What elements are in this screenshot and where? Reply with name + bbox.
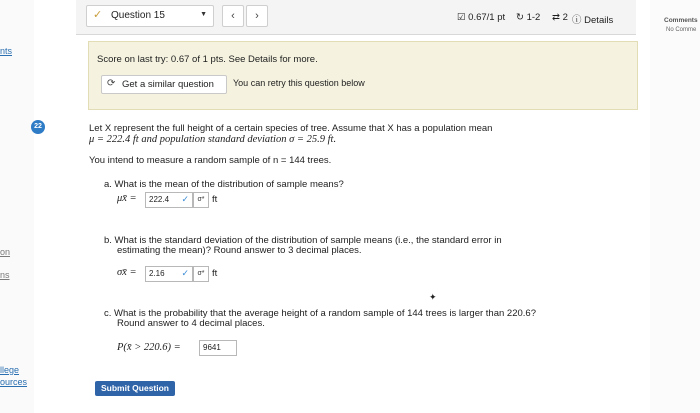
formula-icon: σ* <box>197 196 205 203</box>
sample-size-line: You intend to measure a random sample of n = 144 trees. <box>89 155 332 166</box>
chevron-down-icon: ▼ <box>200 11 207 18</box>
question-selector[interactable] <box>86 5 214 27</box>
part-b-prompt-line1: b. What is the standard deviation of the distribution of sample means (i.e., the standard error in <box>104 235 502 246</box>
rail-link-questions[interactable]: ns <box>0 270 10 280</box>
question-intro-line2: μ = 222.4 ft and population standard deviation σ = 25.9 ft. <box>89 134 337 145</box>
part-a-unit: ft <box>212 194 218 205</box>
part-b-prompt-line2: estimating the mean)? Round answer to 3 decimal places. <box>117 245 362 256</box>
score-indicator <box>457 12 505 23</box>
prev-question-button[interactable] <box>222 5 244 27</box>
question-number-badge: 22 <box>31 120 45 134</box>
part-a-label: μx̄ = <box>117 193 137 204</box>
info-icon: ⓘ <box>572 15 582 26</box>
correct-check-icon: ✓ <box>181 194 189 204</box>
rail-link-section[interactable]: on <box>0 247 11 257</box>
undo-icon: ↻ <box>516 12 524 23</box>
score-value: 0.67/1 pt <box>468 12 506 23</box>
part-a-prompt: a. What is the mean of the distribution of sample means? <box>104 179 344 190</box>
rail-link-resources[interactable]: ources <box>0 377 28 387</box>
comments-panel <box>650 0 700 413</box>
retries-value: 2 <box>562 12 568 23</box>
no-comments-text: No Comme <box>666 27 697 33</box>
details-button[interactable] <box>572 12 613 26</box>
rail-link-college[interactable]: llege <box>0 365 20 375</box>
left-rail <box>0 0 34 413</box>
retry-text: You can retry this question below <box>233 78 365 88</box>
question-label: Question 15 <box>111 10 165 21</box>
part-c-prompt-line2: Round answer to 4 decimal places. <box>117 318 265 329</box>
rail-link-points[interactable]: nts <box>0 46 13 56</box>
mouse-cursor-icon: ✦ <box>429 292 437 302</box>
correct-check-icon: ✓ <box>181 268 189 278</box>
chevron-left-icon: ‹ <box>231 10 235 22</box>
formula-editor-button[interactable] <box>193 266 209 282</box>
part-b-unit: ft <box>212 268 218 279</box>
part-b-label: σx̄ = <box>117 267 137 278</box>
score-text: Score on last try: 0.67 of 1 pts. See Details for more. <box>97 54 318 65</box>
part-c-label: P(x̄ > 220.6) = <box>117 342 181 353</box>
attempts-indicator <box>516 12 540 23</box>
part-b-answer-input[interactable] <box>145 266 193 282</box>
edit-icon: ☑ <box>457 12 466 23</box>
score-notice <box>88 41 638 110</box>
attempts-value: 1-2 <box>526 12 541 23</box>
chevron-right-icon: › <box>255 10 259 22</box>
part-a-answer-value: 222.4 <box>149 195 170 204</box>
next-question-button[interactable] <box>246 5 268 27</box>
retry-icon: ⇄ <box>552 12 560 23</box>
submit-question-button[interactable]: Submit Question <box>95 381 175 396</box>
refresh-icon: ⟳ <box>107 78 116 89</box>
part-c-answer-input[interactable] <box>199 340 237 356</box>
comments-label: Comments <box>664 17 698 24</box>
details-label: Details <box>584 15 614 26</box>
part-c-answer-value: 9641 <box>203 343 221 352</box>
question-intro-line1: Let X represent the full height of a certain species of tree. Assume that X has a population mean <box>89 123 493 134</box>
part-a-answer-input[interactable] <box>145 192 193 208</box>
similar-question-button[interactable] <box>101 75 227 94</box>
formula-icon: σ* <box>197 270 205 277</box>
similar-question-label: Get a similar question <box>122 79 214 90</box>
formula-editor-button[interactable] <box>193 192 209 208</box>
retries-indicator <box>552 12 568 23</box>
part-c-prompt-line1: c. What is the probability that the average height of a random sample of 144 trees is larger than 220.6? <box>104 308 536 319</box>
check-icon: ✓ <box>93 9 103 21</box>
part-b-answer-value: 2.16 <box>149 269 165 278</box>
question-header <box>76 0 636 35</box>
